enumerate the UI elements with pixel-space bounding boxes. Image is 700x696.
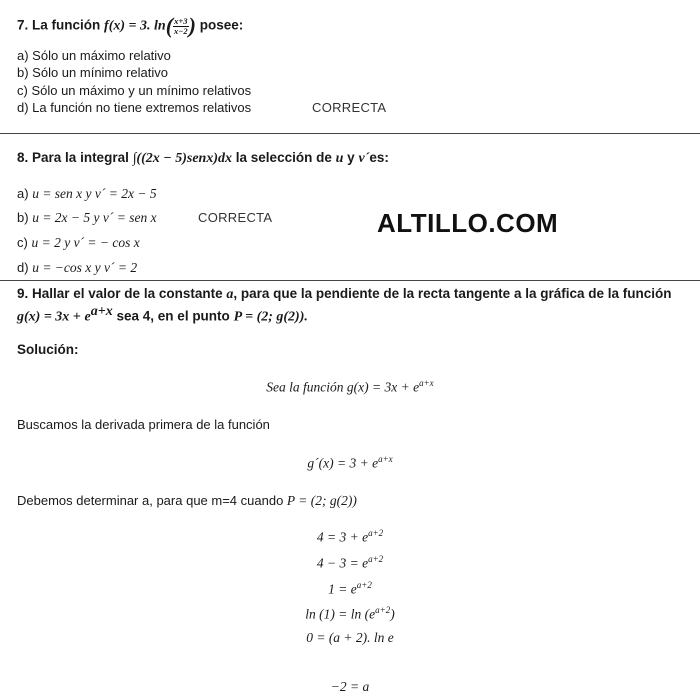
q9-sea-line	[0, 378, 700, 396]
q9-eq3-exp: a+2	[356, 580, 372, 590]
q9-sea-text: Sea la función g(x) = 3x +	[266, 379, 410, 395]
q9-debemos-point: P = (2; g(2))	[286, 493, 357, 508]
q8-option-d	[17, 260, 137, 276]
q9-eq4	[0, 605, 700, 623]
q9-point: P = (2; g(2)).	[233, 309, 308, 325]
q8-text-before: Para la integral	[32, 150, 129, 165]
q8-option-d-expr: u = −cos x y v´ = 2	[32, 260, 138, 275]
q9-eq2-e: e	[362, 555, 369, 571]
q8-number: 8.	[17, 150, 29, 165]
q9-eq1-exp: a+2	[368, 528, 384, 538]
q9-debemos	[17, 493, 357, 509]
q8-option-a-expr: u = sen x y v´ = 2x − 5	[32, 186, 157, 201]
q7-fraction	[173, 17, 189, 36]
q7-frac-num: x+3	[174, 15, 188, 26]
q9-eq1-text: 4 = 3 +	[316, 529, 359, 545]
q9-eq3	[0, 580, 700, 598]
q9-eq2-text: 4 − 3 =	[316, 555, 359, 571]
q9-eq4-exp: a+2	[375, 605, 391, 615]
q8-option-b-letter: b)	[17, 210, 29, 225]
q8-option-d-letter: d)	[17, 260, 29, 275]
q8-option-c	[17, 235, 140, 251]
q9-eq3-text: 1 =	[328, 581, 348, 597]
q8-text-mid: la selección de	[235, 150, 332, 165]
q8-option-c-letter: c)	[17, 235, 28, 250]
q8-correct-label: CORRECTA	[198, 210, 273, 225]
divider-2	[0, 280, 700, 281]
q9-eq3-e: e	[350, 581, 357, 597]
q7-paren-open: (	[165, 13, 174, 38]
q9-const-a: a	[226, 287, 234, 302]
q9-eq6: −2 = a	[330, 679, 370, 694]
q9-deriv-e: e	[372, 455, 379, 471]
q9-g-exp: a+x	[90, 304, 113, 319]
q9-line2	[17, 304, 308, 326]
q9-derivative-line	[0, 454, 700, 472]
q7-number: 7.	[17, 17, 29, 33]
q9-eq2-exp: a+2	[368, 554, 384, 564]
q9-deriv-text: g´(x) = 3 +	[307, 455, 369, 471]
q8-option-a	[17, 186, 157, 202]
q7-paren-close: )	[188, 13, 196, 38]
q9-line2-mid: sea 4, en el punto	[116, 308, 230, 324]
q9-buscamos: Buscamos la derivada primera de la función	[17, 417, 270, 432]
q8-var-v: v´	[358, 151, 370, 166]
q7-function: f(x) = 3. ln	[104, 18, 166, 34]
q7-option-a: a) Sólo un máximo relativo	[17, 48, 171, 63]
q9-deriv-exp: a+x	[378, 454, 393, 464]
q8-title	[17, 150, 389, 167]
q8-text-y: y	[347, 150, 355, 165]
altillo-watermark: ALTILLO.COM	[377, 208, 559, 238]
q8-option-c-expr: u = 2 y v´ = − cos x	[31, 235, 140, 250]
q9-sea-e: e	[413, 379, 420, 395]
q7-text-before: La función	[32, 17, 101, 33]
q9-g-exp-base: e	[84, 309, 91, 325]
q9-sea-exp: a+x	[419, 378, 434, 388]
q9-eq4-close: )	[390, 606, 395, 622]
q9-eq4-text: ln (1) = ln (	[305, 606, 370, 622]
q8-integral: ∫((2x − 5)senx)dx	[132, 151, 233, 166]
q7-title	[17, 13, 243, 39]
q9-eq2	[0, 554, 700, 572]
q9-line1	[17, 286, 671, 303]
q9-eq1-e: e	[362, 529, 369, 545]
q7-frac-den: x−2	[174, 25, 188, 36]
q9-line1-text: 9. Hallar el valor de la constante	[17, 286, 223, 301]
q9-eq5: 0 = (a + 2). ln e	[306, 630, 394, 645]
q8-option-b	[17, 210, 157, 226]
q9-eq1	[0, 528, 700, 546]
q7-text-after: posee:	[199, 17, 244, 33]
q8-option-a-letter: a)	[17, 186, 29, 201]
q8-option-b-expr: u = 2x − 5 y v´ = sen x	[32, 210, 157, 225]
q7-option-b: b) Sólo un mínimo relativo	[17, 65, 169, 80]
q9-solucion-heading: Solución:	[17, 342, 79, 357]
q9-debemos-text: Debemos determinar a, para que m=4 cuando	[17, 493, 284, 508]
q9-g-def: g(x) = 3x +	[17, 309, 81, 325]
q9-eq4-e: e	[369, 606, 376, 622]
q7-correct-label: CORRECTA	[312, 100, 387, 115]
q7-option-d: d) La función no tiene extremos relativos	[17, 100, 252, 115]
divider-1	[0, 133, 700, 134]
q9-line1-after: , para que la pendiente de la recta tangente a la gráfica de la función	[233, 286, 672, 301]
q8-text-after: es:	[369, 150, 389, 165]
q8-var-u: u	[335, 151, 344, 166]
q7-option-c: c) Sólo un máximo y un mínimo relativos	[17, 83, 252, 98]
